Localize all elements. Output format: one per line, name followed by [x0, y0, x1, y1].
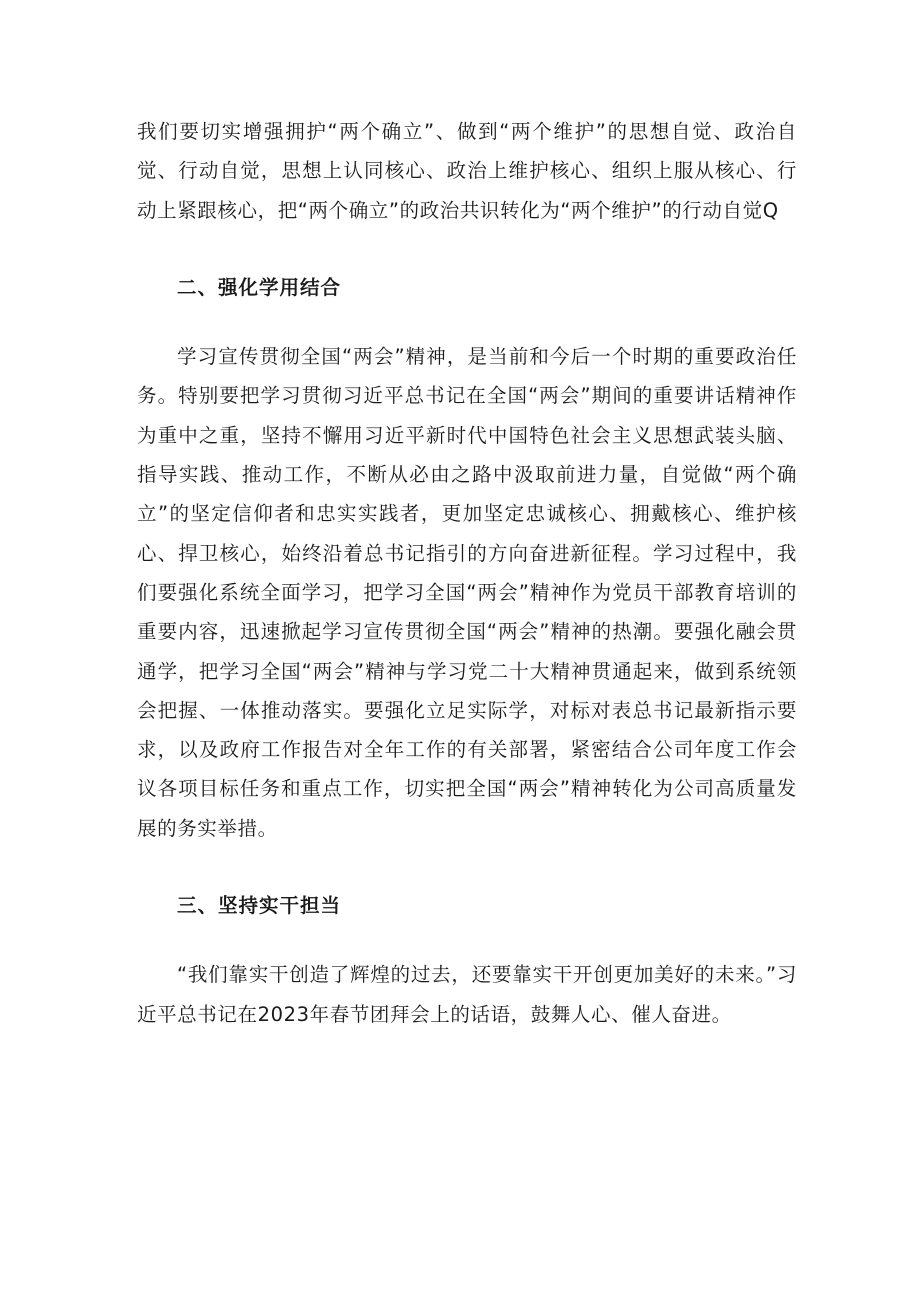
spacer [137, 848, 797, 886]
document-page [137, 112, 797, 1034]
spacer [137, 230, 797, 268]
spacer [137, 307, 797, 337]
spacer [137, 925, 797, 955]
paragraph-1: 我们要切实增强拥护“两个确立”、做到“两个维护”的思想自觉、政治自觉、行动自觉，思想上认同核心、政治上维护核心、组织上服从核心、行动上紧跟核心，把“两个确立”的政治共识转化为“两个维护”的行动自觉Q [137, 120, 797, 222]
paragraph-3: “我们靠实干创造了辉煌的过去，还要靠实干开创更加美好的未来。”习近平总书记在2023年春节团拜会上的话语，鼓舞人心、催人奋进。 [137, 963, 797, 1026]
section-2-heading: 二、强化学用结合 [177, 275, 342, 299]
section-3-heading: 三、坚持实干担当 [177, 894, 342, 918]
paragraph-2: 学习宣传贯彻全国“两会”精神，是当前和今后一个时期的重要政治任务。特别要把学习贯彻习近平总书记在全国“两会”期间的重要讲话精神作为重中之重，坚持不懈用习近平新时代中国特色社会主义思想武装头脑、指导实践、推动工作，不断从必由之路中汲取前进力量，自觉做“两个确立”的坚定信仰者和忠实实践者，更加坚定忠诚核心、拥戴核心、维护核心、捍卫核心，始终沿着总书记指引的方向奋进新征程。学习过程中，我们要强化系统全面学习，把学习全国“两会”精神作为党员干部教育培训的重要内容，迅速掀起学习宣传贯彻全国“两会”精神的热潮。要强化融会贯通学，把学习全国“两会”精神与学习党二十大精神贯通起来，做到系统领会把握、一体推动落实。要强化立足实际学，对标对表总书记最新指示要求，以及政府工作报告对全年工作的有关部署，紧密结合公司年度工作会议各项目标任务和重点工作，切实把全国“两会”精神转化为公司高质量发展的务实举措。 [137, 345, 797, 840]
